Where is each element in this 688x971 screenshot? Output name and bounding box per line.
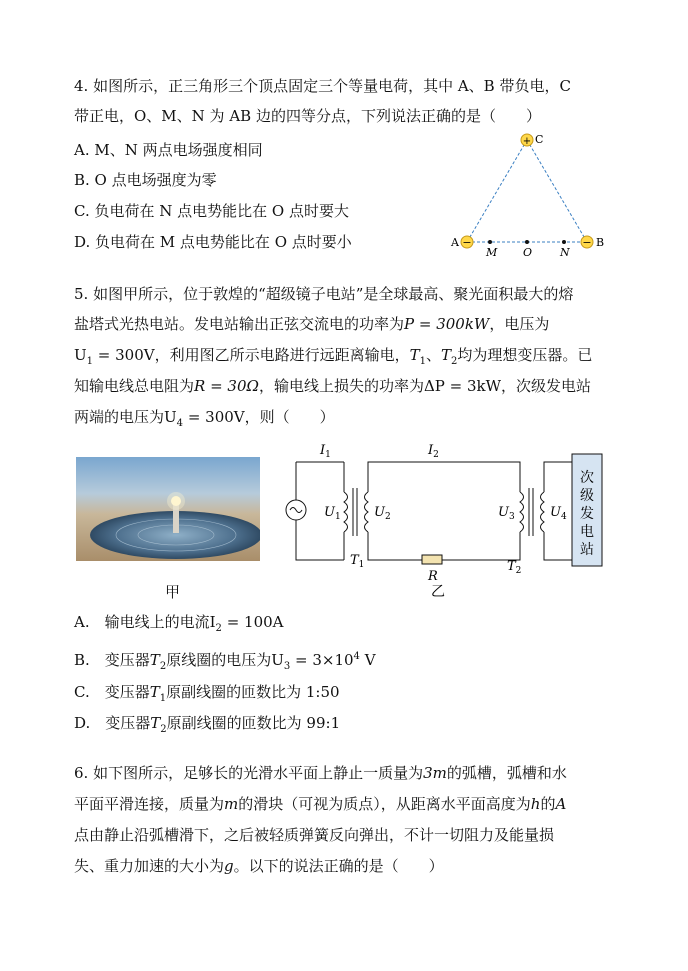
figure-jia-caption: 甲 — [165, 583, 181, 601]
q6-stem-line2: 平面平滑连接，质量为m的滑块（可视为质点），从距离水平面高度为h的A — [74, 795, 567, 813]
svg-text:−: − — [462, 236, 472, 249]
q4-option-a: A. M、N 两点电场强度相同 — [74, 141, 263, 159]
q4-triangle-figure — [440, 126, 610, 261]
svg-text:U1: $U_1$ — [324, 505, 341, 522]
q4-option-b: B. O 点电场强度为零 — [74, 171, 217, 189]
label-m: M — [486, 246, 498, 259]
svg-text:U2: $U_2$ — [374, 505, 391, 522]
svg-text:T1: $T_1$ — [350, 553, 365, 570]
q5-option-c: C. 变压器$T_1$原副线圈的匝数比为 1:50 — [74, 683, 340, 704]
svg-text:−: − — [582, 236, 592, 249]
q5-option-d: D. 变压器$T_2$原副线圈的匝数比为 99:1 — [74, 714, 341, 735]
label-a: A — [451, 236, 459, 249]
q4-stem-line1: 4. 如图所示，正三角形三个顶点固定三个等量电荷，其中 A、B 带负电，C — [74, 77, 571, 95]
q5-stem-line3: $U_1 = 300V$，利用图乙所示电路进行远距离输电，$T_1$、$T_2$均为理想变压器。已 — [74, 346, 593, 367]
figure-yi-caption: 乙 — [431, 584, 445, 598]
q5-option-a: A. 输电线上的电流$I_2 = 100A$ — [74, 613, 284, 634]
q5-stem-line1: 5. 如图甲所示，位于敦煌的“超级镜子电站”是全球最高、聚光面积最大的熔 — [74, 285, 574, 303]
svg-text:R: R — [428, 569, 438, 584]
q5-stem-line2: 盐塔式光热电站。发电站输出正弦交流电的功率为P = 300kW，电压为 — [74, 315, 550, 333]
q5-stem-line4: 知输电线总电阻为R = 30Ω，输电线上损失的功率为ΔP = 3kW，次级发电站 — [74, 377, 592, 395]
svg-text:发: 发 — [580, 506, 594, 522]
label-o: O — [523, 246, 533, 259]
q5-stem-line5: 两端的电压为$U_4 = 300V$，则（ ） — [74, 408, 335, 429]
svg-text:电: 电 — [580, 524, 594, 540]
svg-text:级: 级 — [580, 488, 594, 504]
svg-text:次: 次 — [580, 470, 594, 486]
q4-option-d: D. 负电荷在 M 点电势能比在 O 点时要小 — [74, 233, 352, 251]
svg-text:U4: $U_4$ — [550, 505, 567, 522]
svg-text:+: + — [522, 136, 532, 147]
q4-option-c: C. 负电荷在 N 点电势能比在 O 点时要大 — [74, 202, 349, 220]
q6-stem-line4: 失、重力加速的大小为g。以下的说法正确的是（ ） — [74, 857, 444, 875]
charge-b-negative — [581, 236, 593, 249]
q6-stem-line1: 6. 如下图所示，足够长的光滑水平面上静止一质量为3m的弧槽，弧槽和水 — [74, 764, 567, 782]
transmission-circuit — [282, 438, 612, 598]
q6-stem-line3: 点由静止沿弧槽滑下，之后被轻质弹簧反向弹出，不计一切阻力及能量损 — [74, 826, 555, 844]
label-b: B — [596, 236, 605, 249]
label-n: N — [560, 246, 570, 259]
q4-stem-line2: 带正电，O、M、N 为 AB 边的四等分点，下列说法正确的是（ ） — [74, 107, 541, 125]
charge-a-negative — [461, 236, 473, 249]
label-c: C — [535, 133, 544, 146]
svg-text:I1: $I_1$ — [320, 443, 331, 460]
solar-plant-photo — [76, 457, 260, 561]
charge-c-positive — [521, 134, 533, 147]
q5-option-b: B. 变压器$T_2$原线圈的电压为$U_3 = 3\times 10^4$ V — [74, 651, 376, 672]
svg-text:站: 站 — [580, 542, 594, 558]
svg-text:U3: $U_3$ — [498, 505, 515, 522]
svg-text:I2: $I_2$ — [428, 443, 439, 460]
resistor-icon — [422, 555, 442, 564]
svg-text:T2: $T_2$ — [507, 559, 522, 576]
